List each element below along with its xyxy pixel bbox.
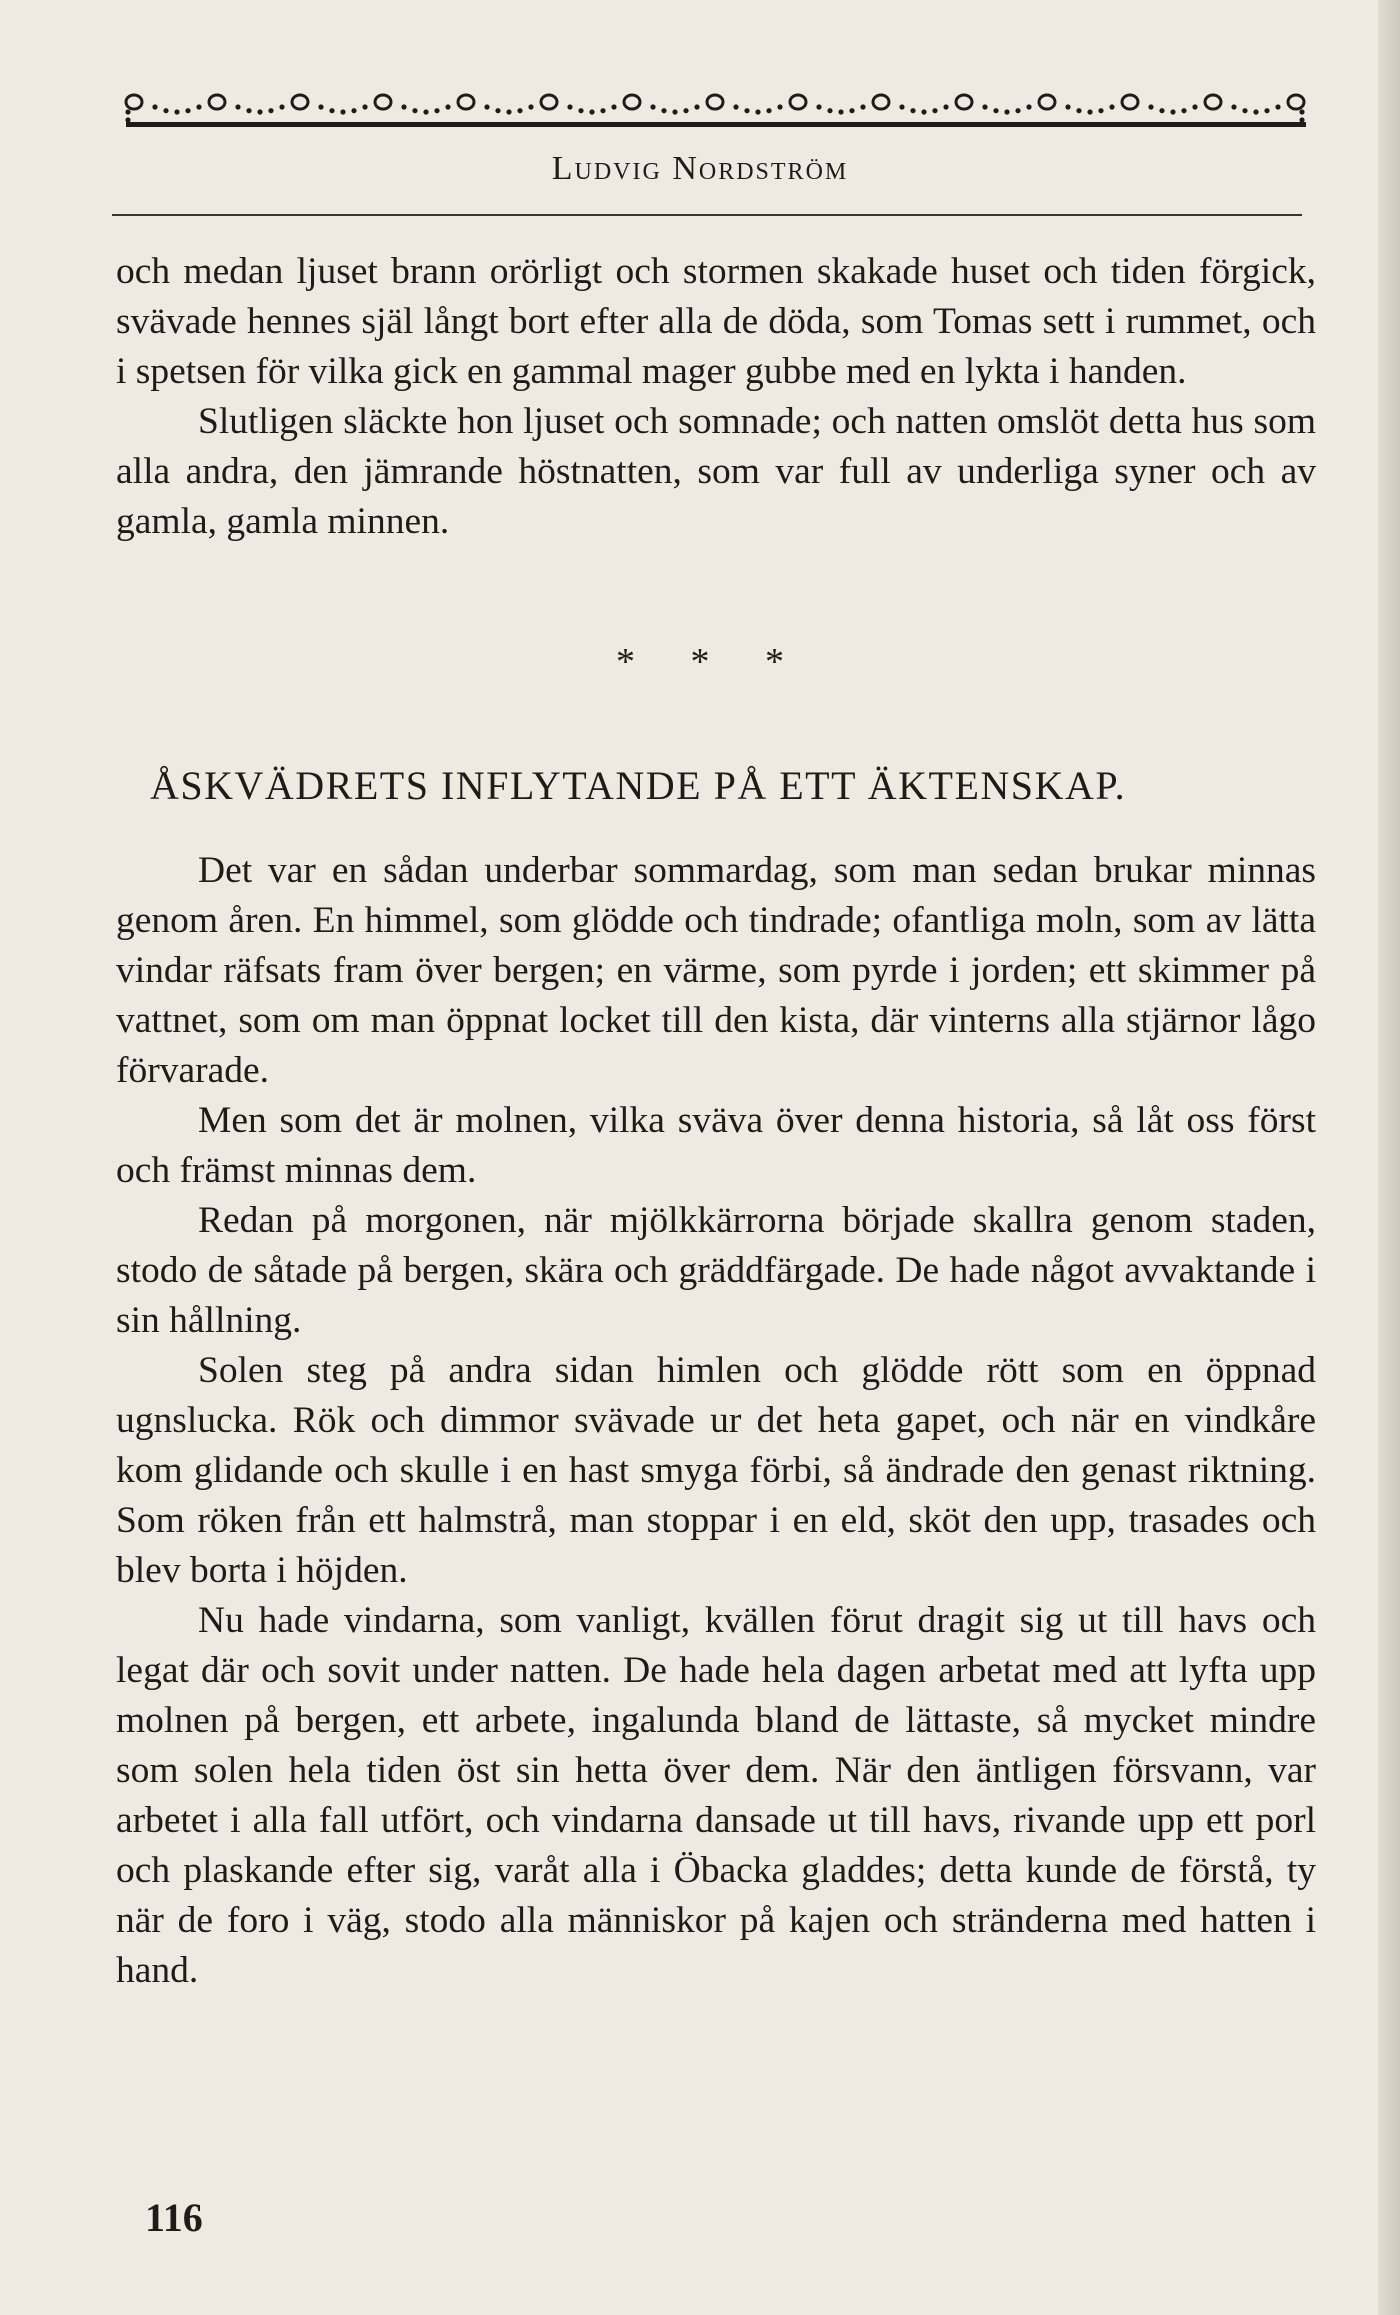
paragraph: Redan på morgonen, när mjölkkärrorna började skallra genom staden, stodo de såtade på bergen, skära och gräddfärgade. De hade något avvaktande i sin hållning. bbox=[116, 1200, 1316, 1341]
section-title: ÅSKVÄDRETS INFLYTANDE PÅ ETT ÄKTENSKAP. bbox=[150, 763, 1127, 808]
page-edge bbox=[1378, 0, 1400, 2315]
paragraph: och medan ljuset brann orörligt och stormen skakade huset och tiden förgick, svävade hennes själ långt bort efter alla de döda, som Tomas sett i rummet, och i spetsen för vilka gick en gammal mager gubbe med en lykta i handen. bbox=[116, 251, 1316, 392]
section-separator: * * * bbox=[616, 641, 784, 683]
running-head bbox=[0, 150, 1400, 188]
header-rule bbox=[112, 214, 1302, 216]
paragraph: Solen steg på andra sidan himlen och glödde rött som en öppnad ugnslucka. Rök och dimmor svävade ur det heta gapet, och när en vindkåre kom glidande och skulle i en hast smyga förbi, så ändrade den genast riktning. Som röken från ett halmstrå, man stoppar i en eld, sköt den upp, trasades och blev borta i höjden. bbox=[116, 1350, 1316, 1591]
text-block-top bbox=[116, 247, 1316, 547]
running-head-text: Ludvig Nordström bbox=[551, 150, 849, 187]
paragraph: Nu hade vindarna, som vanligt, kvällen förut dragit sig ut till havs och legat där och sovit under natten. De hade hela dagen arbetat med att lyfta upp molnen på bergen, ett arbete, ingalunda bland de lättaste, så mycket mindre som solen hela tiden öst sin hetta över dem. När den äntligen försvann, var arbetet i alla fall utfört, och vindarna dansade ut till havs, rivande upp ett porl och plaskande efter sig, varåt alla i Öbacka gladdes; detta kunde de förstå, ty när de foro i väg, stodo alla människor på kajen och stränderna med hatten i hand. bbox=[116, 1600, 1316, 1991]
text-block-bottom bbox=[116, 846, 1316, 1996]
paragraph: Men som det är molnen, vilka sväva över denna historia, så låt oss först och främst minnas dem. bbox=[116, 1100, 1316, 1191]
page-number: 116 bbox=[145, 2195, 203, 2240]
paragraph: Det var en sådan underbar sommardag, som man sedan brukar minnas genom åren. En himmel, som glödde och tindrade; ofantliga moln, som av lätta vindar räfsats fram över bergen; en värme, som pyrde i jorden; ett skimmer på vattnet, som om man öppnat locket till den kista, där vinterns alla stjärnor lågo förvarade. bbox=[116, 850, 1316, 1091]
dotted-chain-border-ornament-icon bbox=[122, 78, 1310, 134]
paragraph: Slutligen släckte hon ljuset och somnade; och natten omslöt detta hus som alla andra, den jämrande höstnatten, som var full av underliga syner och av gamla, gamla minnen. bbox=[116, 401, 1316, 542]
